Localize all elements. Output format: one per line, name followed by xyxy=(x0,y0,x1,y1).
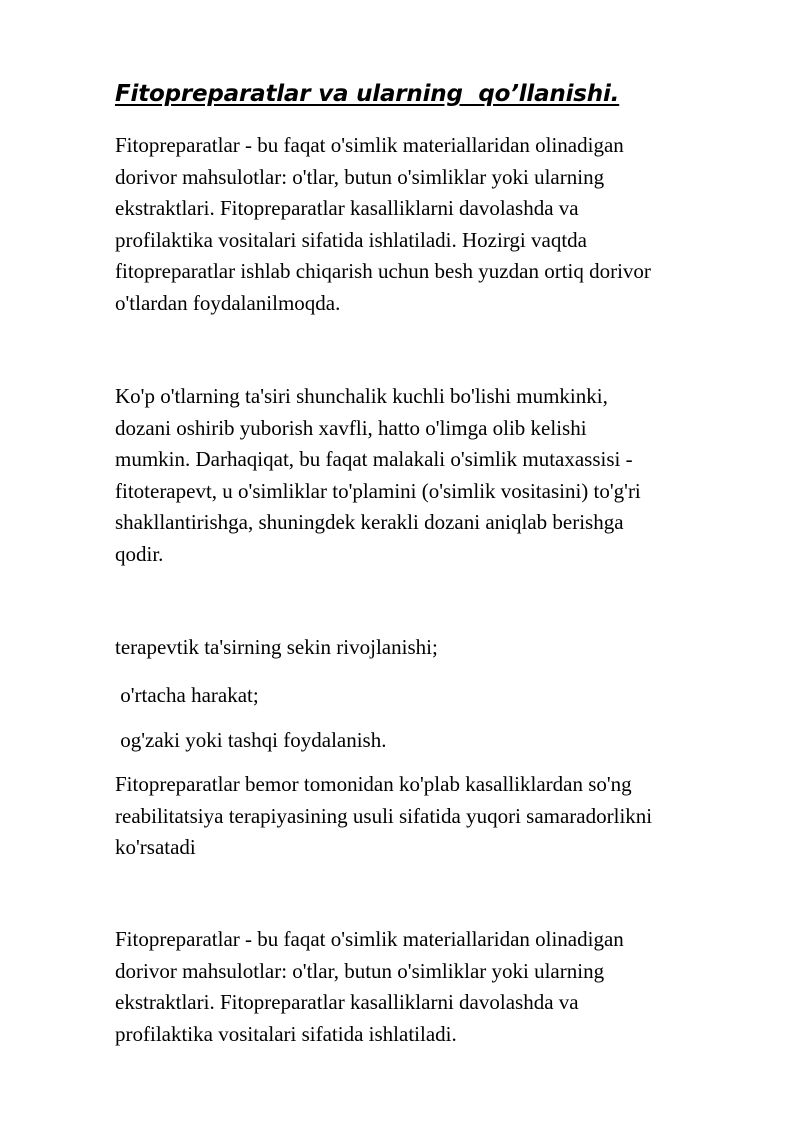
paragraph-dosage-warning: Ko'p o'tlarning ta'siri shunchalik kuchli bo'lishi mumkinki, dozani oshirib yuborish xavfli, hatto o'limga olib kelishi mumkin. Darhaqiqat, bu faqat malakali o'simlik mutaxassisi - fitoterapevt, u o'simliklar to'plamini (o'simlik vositasini) to'g'ri shakllantirishga, shuningdek kerakli dozani aniqlab berishga qodir. xyxy=(115,384,641,566)
feature-line-3: og'zaki yoki tashqi foydalanish. xyxy=(115,728,387,752)
paragraph-intro: Fitopreparatlar - bu faqat o'simlik materiallaridan olinadigan dorivor mahsulotlar: o'tlar, butun o'simliklar yoki ularning ekstraktlari. Fitopreparatlar kasalliklarni davolashda va profilaktika vositalari sifatida ishlatiladi. Hozirgi vaqtda fitopreparatlar ishlab chiqarish uchun besh yuzdan ortiq dorivor o'tlardan foydalanilmoqda. xyxy=(115,133,651,315)
paragraph-repeat-intro: Fitopreparatlar - bu faqat o'simlik materiallaridan olinadigan dorivor mahsulotlar: o'tlar, butun o'simliklar yoki ularning ekstraktlari. Fitopreparatlar kasalliklarni davolashda va profilaktika vositalari sifatida ishlatiladi. xyxy=(115,927,624,1046)
feature-line-1: terapevtik ta'sirning sekin rivojlanishi; xyxy=(115,635,438,659)
document-title: Fitopreparatlar va ularning qo’llanishi. xyxy=(115,81,620,107)
paragraph-rehabilitation: Fitopreparatlar bemor tomonidan ko'plab kasalliklardan so'ng reabilitatsiya terapiyasining usuli sifatida yuqori samaradorlikni ko'rsatadi xyxy=(115,772,653,859)
feature-line-2: o'rtacha harakat; xyxy=(115,683,259,707)
